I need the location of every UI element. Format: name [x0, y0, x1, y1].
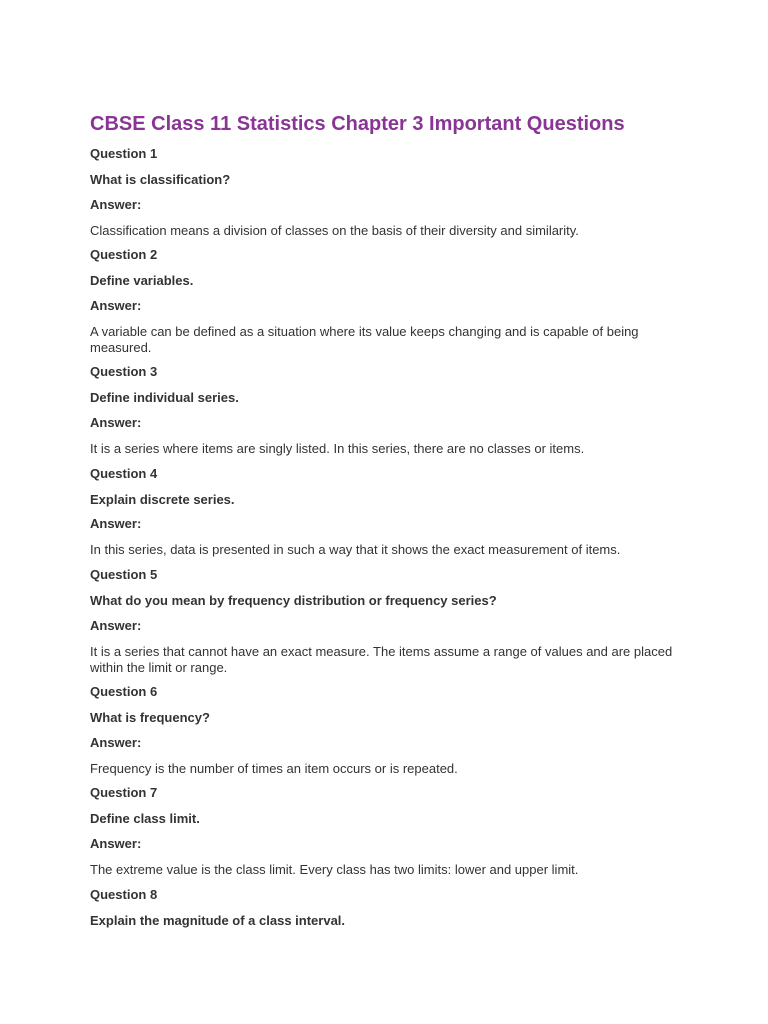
question-text: Explain the magnitude of a class interval.	[90, 913, 346, 928]
question-text: Explain discrete series.	[90, 492, 235, 507]
answer-text: A variable can be defined as a situation where its value keeps changing and is capable of being measured.	[90, 324, 639, 355]
answer-label: Answer:	[90, 415, 142, 430]
question-label: Question 5	[90, 567, 158, 582]
question-text: What do you mean by frequency distribution or frequency series?	[90, 593, 497, 608]
answer-label: Answer:	[90, 836, 142, 851]
answer-label: Answer:	[90, 298, 142, 313]
question-label: Question 3	[90, 364, 158, 379]
question-label: Question 8	[90, 887, 158, 902]
answer-label: Answer:	[90, 516, 142, 531]
question-text: Define class limit.	[90, 811, 200, 826]
question-text: Define variables.	[90, 273, 194, 288]
question-text: Define individual series.	[90, 390, 239, 405]
answer-label: Answer:	[90, 197, 142, 212]
answer-text: Frequency is the number of times an item occurs or is repeated.	[90, 761, 458, 776]
answer-text: The extreme value is the class limit. Every class has two limits: lower and upper limit.	[90, 862, 579, 877]
answer-label: Answer:	[90, 618, 142, 633]
question-label: Question 2	[90, 247, 158, 262]
question-label: Question 7	[90, 785, 158, 800]
question-label: Question 1	[90, 146, 158, 161]
question-text: What is frequency?	[90, 710, 210, 725]
answer-text: It is a series where items are singly listed. In this series, there are no classes or items.	[90, 441, 585, 456]
answer-text: In this series, data is presented in such a way that it shows the exact measurement of items.	[90, 542, 621, 557]
answer-text: It is a series that cannot have an exact measure. The items assume a range of values and are placed within the limit or range.	[90, 644, 673, 675]
question-text: What is classification?	[90, 172, 231, 187]
page-title: CBSE Class 11 Statistics Chapter 3 Important Questions	[90, 113, 625, 135]
answer-label: Answer:	[90, 735, 142, 750]
answer-text: Classification means a division of classes on the basis of their diversity and similarity.	[90, 223, 579, 238]
question-label: Question 4	[90, 466, 158, 481]
question-label: Question 6	[90, 684, 158, 699]
